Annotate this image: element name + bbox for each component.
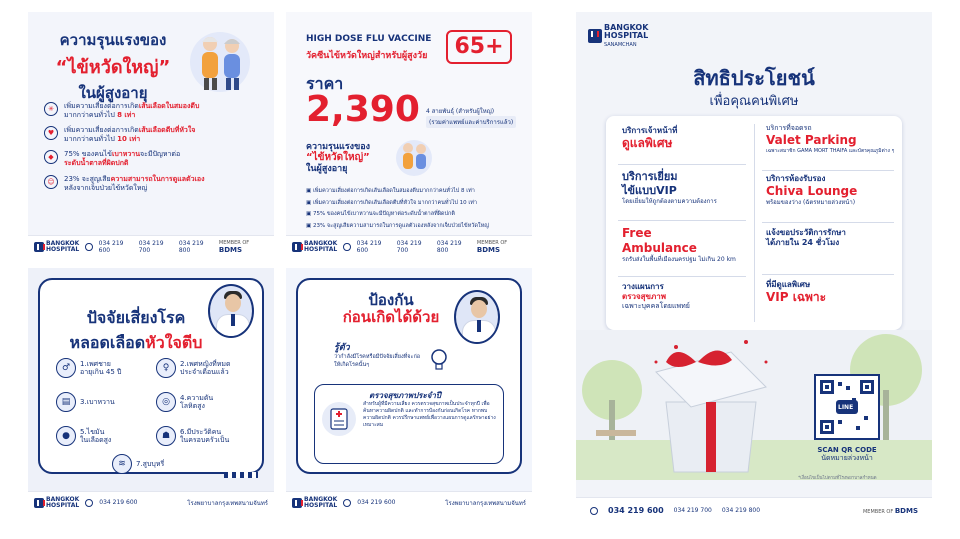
family-icon: ☗ (156, 426, 176, 446)
panel2-item-3: ▣ 75% ของคนไข้เบาหวานจะมีปัญหาต่อระดับน้ำตาลที่ผิดปกติ (306, 211, 455, 218)
glucose-icon: ▤ (56, 392, 76, 412)
phone-icon (590, 507, 598, 515)
phone-icon (343, 243, 350, 251)
age-badge: 65+ (446, 30, 512, 64)
hospital-logo-top: BANGKOK HOSPITAL SANAMCHAN (588, 24, 648, 48)
doctor-photo (454, 290, 500, 344)
hospital-logo: BANGKOK HOSPITAL (34, 497, 79, 509)
know-section: รู้ตัว ว่ากำลังมีโรคหรือมีปัจจัยเสี่ยงที่จะก่อให้เกิดโรคนั้นๆ (334, 343, 421, 368)
benefits-divider (754, 124, 755, 322)
bp-icon: ◎ (156, 392, 176, 412)
line-label: LINE (838, 404, 854, 411)
panel1-item-4: ☺ 23% จะสูญเสียความสามารถในการดูแลตัวเอง หลังจากเจ็บป่วยไข้หวัดใหญ่ (44, 175, 264, 193)
phone-2[interactable]: 034 219 700 (138, 239, 164, 254)
factor-3: ▤ 3.เบาหวาน (56, 392, 115, 412)
panel-prevention (286, 268, 532, 513)
heart-icon: ♥ (44, 126, 58, 140)
panel1-list (44, 102, 264, 199)
bdms-logo: MEMBER OF BDMS (862, 506, 918, 515)
panel1-item-2: ♥ เพิ่มความเสี่ยงต่อการเกิดเส้นเลือดตีบที่หัวใจ มากกว่าคนทั่วไป 10 เท่า (44, 126, 264, 144)
person-icon: ☺ (44, 175, 58, 189)
phone-icon (85, 499, 93, 507)
benefit-ambulance: Free Ambulance รถรับส่งในพื้นที่เมืองนครปฐม ไม่เกิน 20 km (622, 226, 736, 263)
phone-1[interactable]: 034 219 600 (608, 506, 664, 515)
check-text: สำหรับผู้ที่มีความเสี่ยง ควรตรวจสุขภาพเป็นประจำทุกปี เพื่อค้นหาความผิดปกติ และทำการป้องกันก่อนเกิดโรค หากพบความผิดปกติ ควรปรึกษาแพทย์เพื่อวางแผนการดูแลรักษาอย่างเหมาะสม (363, 401, 496, 428)
gift-box-illustration (636, 332, 786, 482)
panel3-footer (28, 491, 274, 513)
panel4-footer (286, 491, 532, 513)
panel5-footer (576, 497, 932, 523)
factor-7: ≋ 7.สูบบุหรี่ (112, 454, 164, 474)
panel1-item-1: ✳ เพิ่มความเสี่ยงต่อการเกิดเส้นเลือดในสมองตีบ มากกว่าคนทั่วไป 8 เท่า (44, 102, 264, 120)
panel2-list (306, 188, 520, 231)
phone-2[interactable]: 034 219 700 (673, 507, 712, 514)
price-note: (รวมค่าแพทย์และค่าบริการแล้ว) (426, 116, 516, 128)
sugar-icon: ◆ (44, 150, 58, 164)
panel1-item-3: ◆ 75% ของคนไข้เบาหวานจะมีปัญหาต่อ ระดับน้ำตาลที่ผิดปกติ (44, 150, 264, 168)
strain-text: 4 สายพันธุ์ (สำหรับผู้ใหญ่) (426, 108, 495, 115)
factor-5: ● 5.ไขมัน ในเลือดสูง (56, 426, 111, 446)
panel1-title-line3: ในผู้สูงอายุ (78, 84, 148, 102)
phone-3[interactable]: 034 219 800 (178, 239, 204, 254)
hospital-name: โรงพยาบาลกรุงเทพสนามจันทร์ (187, 499, 268, 507)
phone-icon (343, 499, 351, 507)
man-icon: ♂ (56, 358, 76, 378)
phone-3[interactable]: 034 219 800 (436, 239, 462, 254)
factor-4: ◎ 4.ความดัน โลหิตสูง (156, 392, 213, 412)
panel1-footer (28, 235, 274, 257)
panel1-title-line1: ความรุนแรงของ (59, 31, 167, 49)
panel-flu-severity (28, 12, 274, 257)
panel2-subtitle: ความรุนแรงของ “ไข้หวัดใหญ่” ในผู้สูงอายุ (306, 142, 371, 174)
factor-1: ♂ 1.เพศชาย อายุเกิน 45 ปี (56, 358, 121, 378)
benefit-vip-care: ที่มีดูแลพิเศษ VIP เฉพาะ (766, 280, 827, 304)
factor-2: ♀ 2.เพศหญิงที่หมด ประจำเดือนแล้ว (156, 358, 231, 378)
price-label: ราคา (306, 74, 344, 93)
check-section (314, 384, 504, 464)
disclaimer: *เงื่อนไขเป็นไปตามที่โรงพยาบาลกำหนด (798, 476, 877, 481)
bdms-logo: MEMBER OF BDMS (218, 239, 250, 254)
check-title: ตรวจสุขภาพประจำปี (369, 391, 441, 400)
hospital-logo: BANGKOK HOSPITAL (292, 241, 337, 253)
phone-1[interactable]: 034 219 600 (356, 239, 382, 254)
panel2-footer (286, 235, 532, 257)
clipboard-icon (321, 401, 357, 437)
phone-2[interactable]: 034 219 700 (396, 239, 422, 254)
phone-1[interactable]: 034 219 600 (99, 499, 138, 506)
hospital-name: โรงพยาบาลกรุงเทพสนามจันทร์ (445, 499, 526, 507)
benefit-vip-visit: บริการเยี่ยม ไข้แบบVIP โดยเยี่ยมให้ถูกต้องตามความต้องการ (622, 170, 717, 205)
hospital-logo: BANGKOK HOSPITAL (292, 497, 337, 509)
vaccine-title-th: วัคซีนไข้หวัดใหญ่สำหรับผู้สูงวัย (306, 51, 428, 61)
benefit-lounge: บริการห้องรับรอง Chiva Lounge พร้อมของว่าง (ฉัตรหมายล่วงหน้า) (766, 174, 858, 206)
panel1-title-line2: “ไข้หวัดใหญ่” (55, 57, 171, 78)
hospital-logo: BANGKOK HOSPITAL (34, 241, 79, 253)
panel2-item-1: ▣ เพิ่มความเสี่ยงต่อการเกิดเส้นเลือดในสมองตีบมากกว่าคนทั่วไป 8 เท่า (306, 188, 475, 194)
qr-caption: SCAN QR CODE นัดหมายล่วงหน้า (817, 446, 877, 463)
panel-flu-vaccine (286, 12, 532, 257)
panel4-title: ป้องกัน ก่อนเกิดได้ด้วย (342, 291, 440, 327)
benefit-valet: บริการที่จอดรถ Valet Parking เฉพาะสมาชิก GAMA MORT THAIFA และบัตรคุณภูมิต่าง ๆ (766, 124, 895, 154)
price-value: 2,390 (306, 89, 420, 130)
elderly-couple-small (392, 136, 436, 176)
benefit-records: แจ้งขอประวัติการรักษา ได้ภายใน 24 ชั่วโมง (766, 228, 846, 247)
phone-1[interactable]: 034 219 600 (98, 239, 124, 254)
bdms-logo: MEMBER OF BDMS (476, 239, 508, 254)
benefit-checkup: วางแผนการ ตรวจสุขภาพ เฉพาะบุคคลโดยแพทย์ (622, 282, 690, 310)
qr-code[interactable] (814, 374, 880, 440)
phone-3[interactable]: 034 219 800 (721, 507, 761, 514)
panel2-item-4: ▣ 23% จะสูญเสียความสามารถในการดูแลตัวเองหลังจากเจ็บป่วยไข้หวัดใหญ่ (306, 223, 489, 230)
benefit-staff: บริการเจ้าหน้าที่ ดูแลพิเศษ (622, 126, 678, 150)
panel3-title: ปัจจัยเสี่ยงโรค หลอดเลือดหัวใจตีบ (69, 308, 203, 352)
factor-6: ☗ 6.มีประวัติคน ในครอบครัวเป็น (156, 426, 229, 446)
fat-icon: ● (56, 426, 76, 446)
panel-vip-benefits (576, 12, 932, 523)
phone-icon (85, 243, 92, 251)
woman-icon: ♀ (156, 358, 176, 378)
panel-heart-risk (28, 268, 274, 513)
panel2-item-2: ▣ เพิ่มความเสี่ยงต่อการเกิดเส้นเลือดตีบที่หัวใจ มากกว่าคนทั่วไป 10 เท่า (306, 199, 477, 206)
benefit-title: สิทธิประโยชน์ (693, 66, 815, 90)
vaccine-title-en: HIGH DOSE FLU VACCINE (306, 34, 432, 44)
benefit-subtitle: เพื่อคุณคนพิเศษ (709, 94, 799, 109)
smoke-icon: ≋ (112, 454, 132, 474)
elderly-couple-illustration (180, 26, 260, 92)
panel1-title (38, 28, 188, 105)
bulb-icon (430, 348, 448, 372)
checker-decoration (224, 472, 258, 478)
brain-icon: ✳ (44, 102, 58, 116)
phone-1[interactable]: 034 219 600 (357, 499, 396, 506)
